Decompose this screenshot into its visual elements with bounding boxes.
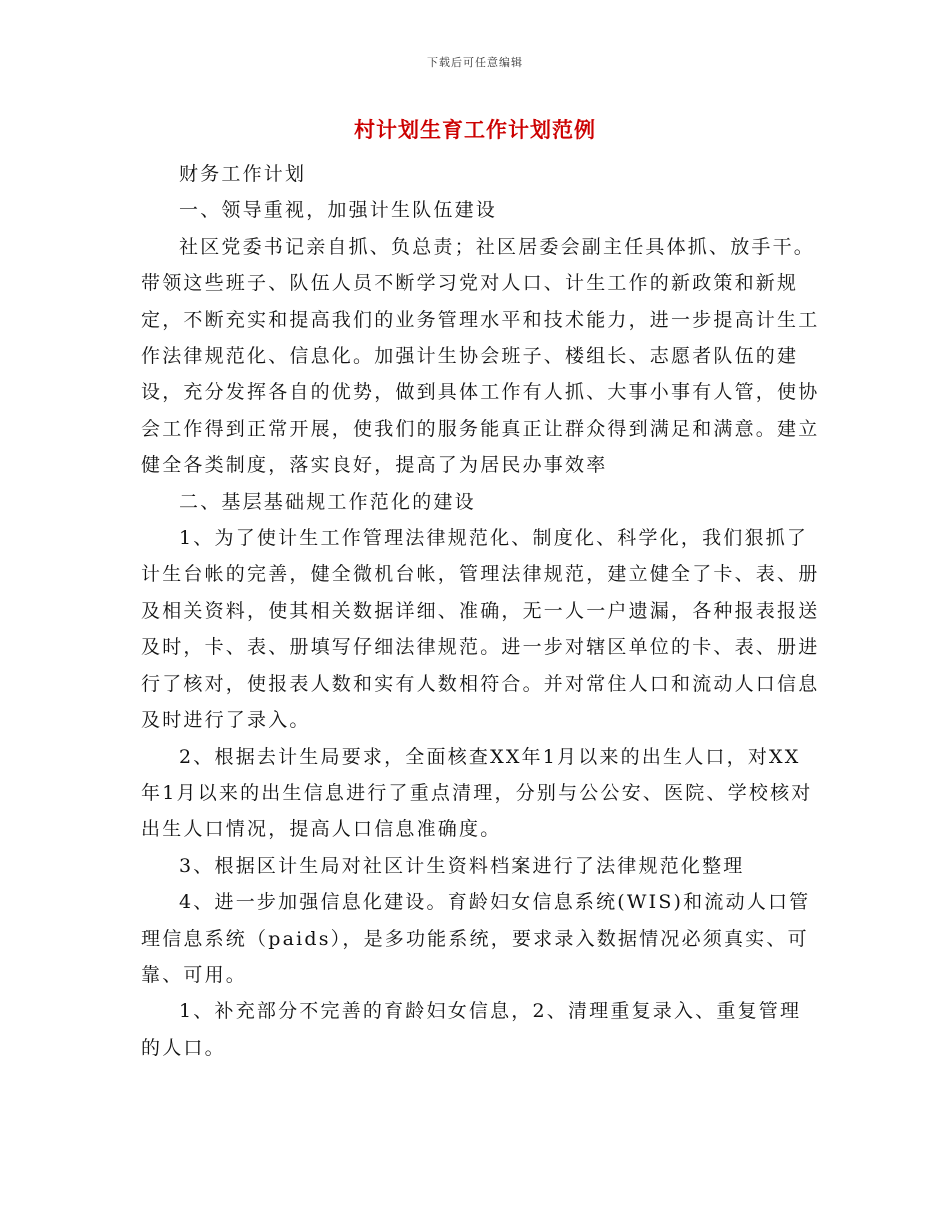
section-heading-1: 一、领导重视，加强计生队伍建设: [179, 199, 498, 222]
document-title: 村计划生育工作计划范例: [354, 117, 596, 142]
paragraph: 1、补充部分不完善的育龄妇女信息，2、清理重复录入、重复管理的人口。: [141, 1000, 802, 1059]
paragraph: 1、为了使计生工作管理法律规范化、制度化、科学化，我们狠抓了计生台帐的完善，健全微机台帐，管理法律规范，建立健全了卡、表、册及相关资料，使其相关数据详细、准确，无一人一户遗漏，各种报表报送及时，卡、表、册填写仔细法律规范。进一步对辖区单位的卡、表、册进行了核对，使报表人数和实有人数相符合。并对常住人口和流动人口信息及时进行了录入。: [141, 527, 820, 732]
header-note: 下载后可任意编辑: [427, 56, 523, 69]
paragraph: 社区党委书记亲自抓、负总责；社区居委会副主任具体抓、放手干。带领这些班子、队伍人员不断学习党对人口、计生工作的新政策和新规定，不断充实和提高我们的业务管理水平和技术能力，进一步提高计生工作法律规范化、信息化。加强计生协会班子、楼组长、志愿者队伍的建设，充分发挥各自的优势，做到具体工作有人抓、大事小事有人管，使协会工作得到正常开展，使我们的服务能真正让群众得到满足和满意。建立健全各类制度，落实良好，提高了为居民办事效率: [141, 235, 820, 477]
paragraph: 3、根据区计生局对社区计生资料档案进行了法律规范化整理: [179, 854, 745, 877]
paragraph-subtitle: 财务工作计划: [179, 163, 307, 185]
section-heading-2: 二、基层基础规工作范化的建设: [179, 490, 476, 513]
paragraph: 2、根据去计生局要求，全面核查XX年1月以来的出生人口，对XX年1月以来的出生信息进行了重点清理，分别与公公安、医院、学校核对出生人口情况，提高人口信息准确度。: [141, 745, 813, 841]
document-body: [141, 156, 821, 1066]
paragraph: 4、进一步加强信息化建设。育龄妇女信息系统(WIS)和流动人口管理信息系统（paids），是多功能系统，要求录入数据情况必须真实、可靠、可用。: [141, 891, 811, 986]
